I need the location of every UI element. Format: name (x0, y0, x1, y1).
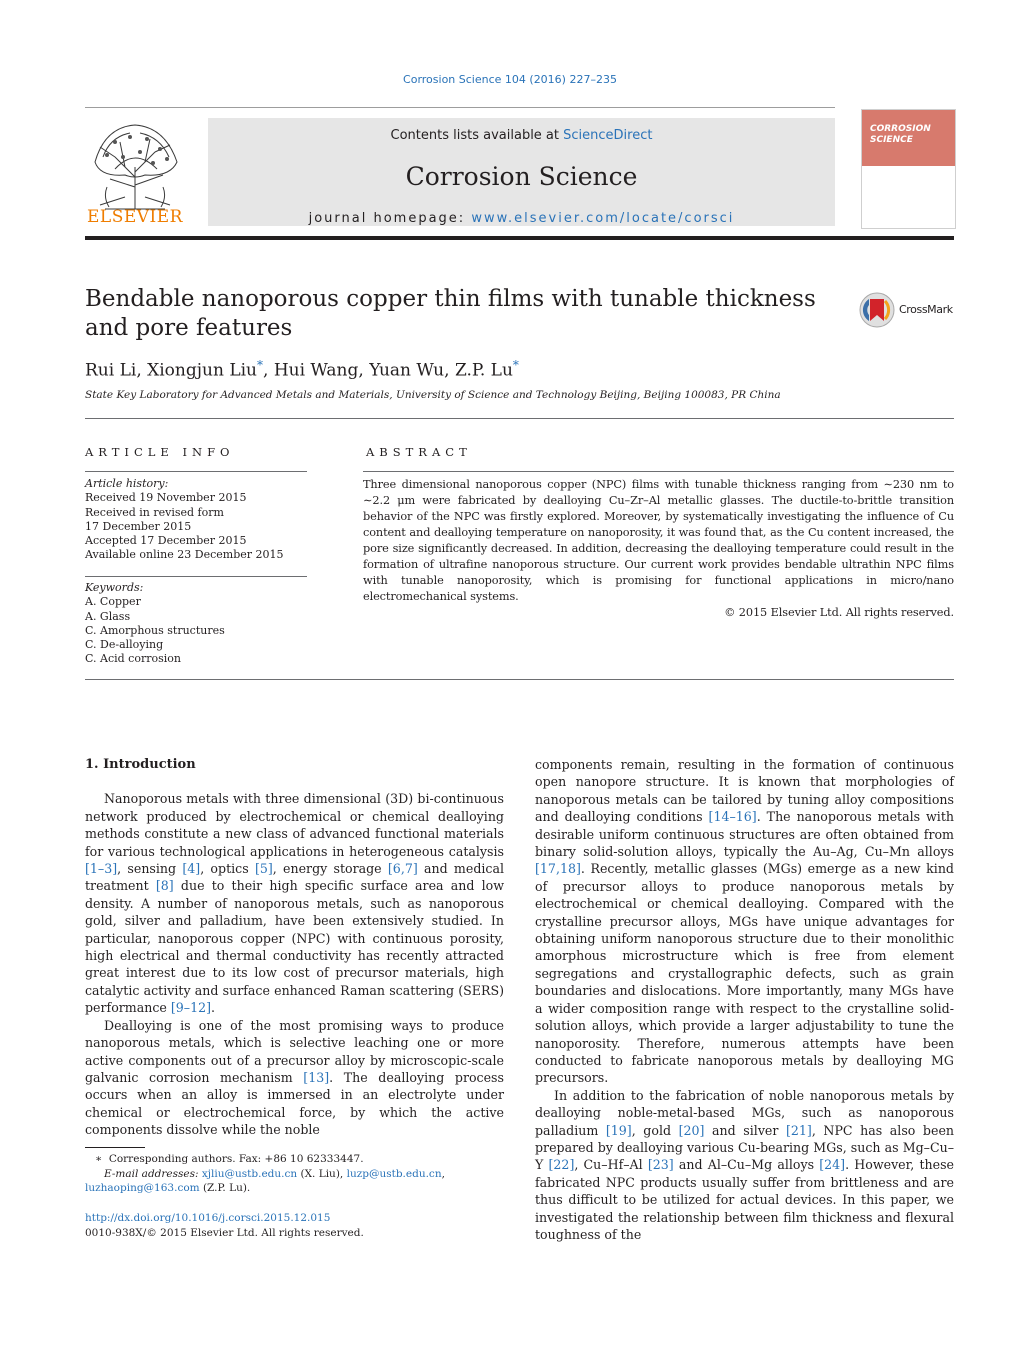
email-link[interactable]: luzp@ustb.edu.cn (346, 1167, 442, 1180)
author-name: Yuan Wu (369, 360, 445, 381)
history-line: Available online 23 December 2015 (85, 548, 284, 562)
sciencedirect-link[interactable]: ScienceDirect (563, 128, 653, 143)
citation-link[interactable]: [14–16] (708, 809, 757, 825)
homepage-prefix: journal homepage: (308, 211, 472, 226)
section-heading: 1. Introduction (85, 757, 196, 772)
paragraph: Nanoporous metals with three dimensional (3D) bi-continuous network produced by electrochemical or chemical dealloying methods constitute a new class of advanced functional materials for various technological applications in heterogeneous catalysis [1–3], sensing [4], optics [5], energy storage [6,7] and medical treatment [8] due to their high specific surface area and low density. A number of nanoporous metals, such as nanoporous gold, silver and palladium, have been extensively studied. In particular, nanoporous copper (NPC) with continuous porosity, high electrical and thermal conductivity has recently attracted great interest due to its low cost of precursor materials, high catalytic activity and surface enhanced Raman scattering (SERS) performance [9–12]. (85, 791, 504, 1016)
cover-banner (862, 110, 955, 166)
elsevier-wordmark: ELSEVIER (87, 207, 183, 227)
journal-header (85, 107, 954, 237)
journal-cover-thumbnail[interactable] (861, 109, 956, 229)
email-label: E-mail addresses: (104, 1167, 199, 1180)
email-owner: (X. Liu), (297, 1167, 347, 1180)
author-name: Xiongjun Liu (147, 360, 257, 381)
affiliation: State Key Laboratory for Advanced Metals and Materials, University of Science and Technology Beijing, Beijing 100083, PR China (85, 389, 781, 401)
header-top-rule (85, 107, 835, 108)
author-list: Rui Li, Xiongjun Liu*, Hui Wang, Yuan Wu, Z.P. Lu* (85, 358, 519, 381)
citation-link[interactable]: [19] (605, 1122, 632, 1138)
contents-prefix: Contents lists available at (390, 128, 564, 143)
doi-block (85, 1211, 504, 1240)
citation-link[interactable]: [5] (254, 861, 273, 877)
abstract-paragraph: Three dimensional nanoporous copper (NPC) films with tunable thickness ranging from ∼230 nm to ∼2.2 μm were fabricated by dealloying Cu–Zr–Al metallic glasses. The ductile-to-brittle transition behavior of the NPC was firstly explored. Moreover, by systematically investigating the influence of Cu content and dealloying temperature on nanoporosity, it was found that, as the Cu content increased, the pore size significantly decreased. In addition, decreasing the dealloying temperature could result in the formation of ultrafine nanoporous structure. Our current work provides bendable ultrathin NPC films with tunable nanoporosity, which is promising for functional applications in micro/nano electromechanical systems. (363, 478, 954, 603)
keywords-rule (85, 576, 307, 577)
corresponding-author-mark[interactable]: * (512, 358, 519, 372)
crossmark-label: CrossMark (899, 303, 953, 316)
email-owner: (Z.P. Lu). (199, 1182, 251, 1194)
author-name: Hui Wang (273, 360, 359, 381)
contents-availability (208, 128, 835, 143)
email-addresses (85, 1167, 504, 1182)
corresponding-author-mark[interactable]: * (257, 358, 263, 372)
journal-name[interactable]: Corrosion Science (405, 162, 638, 191)
abstract-heading: ABSTRACT (366, 445, 472, 459)
history-line: Received 19 November 2015 (85, 491, 247, 505)
body-column-right (535, 756, 954, 1243)
keyword: C. Acid corrosion (85, 652, 181, 666)
abstract-copyright: © 2015 Elsevier Ltd. All rights reserved. (724, 606, 954, 619)
keyword: A. Glass (85, 609, 131, 623)
citation-link[interactable]: [8] (155, 878, 174, 894)
abstract-body (363, 477, 954, 621)
title-divider (85, 418, 954, 419)
keyword: C. Amorphous structures (85, 623, 225, 637)
history-line: 17 December 2015 (85, 519, 192, 533)
citation-link[interactable]: [13] (303, 1069, 330, 1085)
article-history (85, 477, 307, 563)
history-heading: Article history: (85, 477, 169, 490)
paragraph: In addition to the fabrication of noble nanoporous metals by dealloying noble-metal-based MGs, such as nanoporous palladium [19], gold [20] and silver [21], NPC has also been prepared by dealloying various Cu-bearing MGs, such as Mg–Cu–Y [22], Cu–Hf–Al [23] and Al–Cu–Mg alloys [24]. However, these fabricated NPC products usually suffer from brittleness and are thus difficult to be utilized for actual devices. In this paper, we investigated the relationship between film thickness and flexural toughness of the (535, 1087, 955, 1242)
citation-link[interactable]: [22] (548, 1157, 575, 1173)
article-title: Bendable nanoporous copper thin films with tunable thickness and pore features (85, 286, 816, 341)
email-link[interactable]: luzhaoping@163.com (85, 1182, 200, 1194)
homepage-link[interactable]: www.elsevier.com/locate/corsci (471, 211, 735, 226)
citation-link[interactable]: [24] (819, 1157, 846, 1173)
abstract-rule (363, 471, 954, 472)
journal-citation[interactable]: Corrosion Science 104 (2016) 227–235 (403, 73, 617, 86)
footnote-rule (85, 1147, 145, 1148)
journal-banner (208, 118, 835, 226)
keywords-heading: Keywords: (85, 581, 144, 594)
citation-link[interactable]: [6,7] (387, 861, 418, 877)
citation-link[interactable]: [4] (182, 861, 201, 877)
citation-link[interactable]: [1–3] (85, 861, 118, 877)
author-name: Rui Li (85, 360, 137, 381)
crossmark-icon (858, 291, 896, 329)
cover-title: CORROSION SCIENCE (870, 124, 931, 145)
journal-homepage (208, 211, 835, 226)
keyword: C. De-alloying (85, 638, 164, 652)
history-line: Received in revised form (85, 505, 224, 519)
footnote (85, 1152, 504, 1196)
email-separator: , (441, 1167, 445, 1180)
header-thick-rule (85, 236, 954, 240)
keywords (85, 581, 307, 667)
paragraph: components remain, resulting in the formation of continuous open nanopore structure. It is known that morphologies of nanoporous metals can be tailored by tuning alloy compositions and dealloying conditions [14–16]. The nanoporous metals with desirable uniform continuous structures are often obtained from binary solid-solution alloys, typically the Au–Ag, Cu–Mn alloys [17,18]. Recently, metallic glasses (MGs) emerge as a new kind of precursor alloys to produce nanoporous metals by electrochemical or chemical dealloying. Compared with the crystalline precursor alloys, MGs have unique advantages for obtaining uniform nanoporous structure due to their monolithic amorphous microstructure which is free from element segregations and crystallographic defects, such as grain boundaries and dislocations. More importantly, many MGs have a wider composition range with respect to the crystalline solid-solution alloys, which provide a larger adjustability to tune the nanoporosity. Therefore, numerous attempts have been conducted to fabricate nanoporous metals by dealloying MG precursors. (535, 757, 955, 1086)
article-info-rule (85, 471, 307, 472)
citation-link[interactable]: [21] (785, 1122, 812, 1138)
history-line: Accepted 17 December 2015 (85, 534, 247, 548)
corresponding-author-note: ∗ Corresponding authors. Fax: +86 10 62333447. (95, 1153, 364, 1165)
issn-line: 0010-938X/© 2015 Elsevier Ltd. All rights reserved. (85, 1226, 364, 1239)
abstract-divider (85, 679, 954, 680)
body-column-left (85, 756, 504, 1139)
citation-link[interactable]: [20] (678, 1122, 705, 1138)
email-link[interactable]: xjliu@ustb.edu.cn (201, 1167, 298, 1180)
footnote-text: Corresponding authors. Fax: +86 10 62333447. (108, 1153, 364, 1165)
paragraph: Dealloying is one of the most promising ways to produce nanoporous metals, which is selective leaching one or more active components out of a precursor alloy by microscopic-scale galvanic corrosion mechanism [13]. The dealloying process occurs when an alloy is immersed in an electrolyte under chemical or electrochemical force, by which the active components dissolve while the noble (85, 1017, 504, 1138)
email-addresses-cont (85, 1181, 504, 1196)
doi-link[interactable]: http://dx.doi.org/10.1016/j.corsci.2015.12.015 (85, 1212, 331, 1224)
crossmark-badge[interactable] (858, 291, 954, 329)
citation-link[interactable]: [17,18] (535, 861, 581, 877)
article-info-heading: ARTICLE INFO (85, 445, 235, 459)
keyword: A. Copper (85, 595, 141, 609)
citation-link[interactable]: [9–12] (170, 1000, 212, 1016)
author-name: Z.P. Lu (454, 360, 513, 381)
citation-link[interactable]: [23] (647, 1157, 674, 1173)
